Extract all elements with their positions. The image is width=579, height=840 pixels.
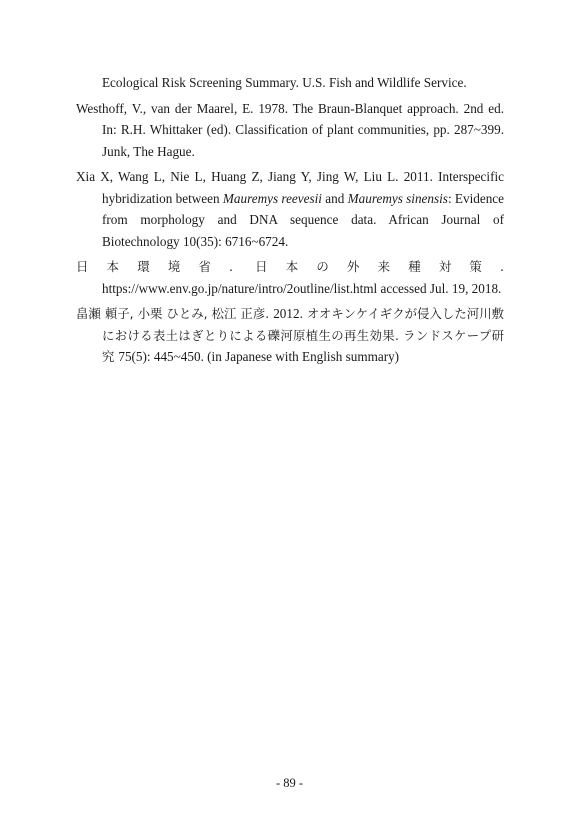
reference-text: : Evidence from morphology and DNA sequence data. African Journal of Biotechnology 10(35): 6716~6724.	[102, 190, 504, 249]
reference-text: and	[325, 190, 345, 206]
reference-list	[76, 72, 504, 372]
reference-entry-moe-japan	[76, 256, 504, 299]
species-name-italic: Mauremys reevesii	[222, 190, 322, 206]
reference-text: Xia X, Wang L, Nie L, Huang Z, Jiang Y, Jing W, Liu L. 2011. Interspecific hybridization between	[76, 169, 504, 206]
reference-year: 2012.	[273, 306, 303, 321]
reference-entry-hatase	[76, 303, 504, 368]
reference-entry-westhoff: Westhoff, V., van der Maarel, E. 1978. The Braun-Blanquet approach. 2nd ed. In: R.H. Whittaker (ed). Classification of plant communities, pp. 287~399. Junk, The Hague.	[76, 100, 504, 159]
reference-entry-continuation: Ecological Risk Screening Summary. U.S. Fish and Wildlife Service.	[102, 75, 467, 90]
reference-text-japanese: 日本環境省. 日本の外来種対策.	[76, 259, 504, 274]
reference-title-japanese: オオキンケイギクが侵入した河川敷における表土はぎとりによる礫河原植生の再生効果. ランドスケープ研究	[102, 306, 504, 364]
reference-source: 75(5): 445~450. (in Japanese with English summary)	[118, 349, 400, 364]
species-name-italic: Mauremys sinensis	[347, 190, 448, 206]
reference-authors-japanese: 畠瀬 頼子, 小栗 ひとみ, 松江 正彦.	[76, 306, 270, 321]
page-number: - 89 -	[275, 776, 304, 790]
reference-url: https://www.env.go.jp/nature/intro/2outline/list.html accessed Jul. 19, 2018.	[102, 280, 502, 296]
reference-entry-xia	[76, 166, 504, 252]
